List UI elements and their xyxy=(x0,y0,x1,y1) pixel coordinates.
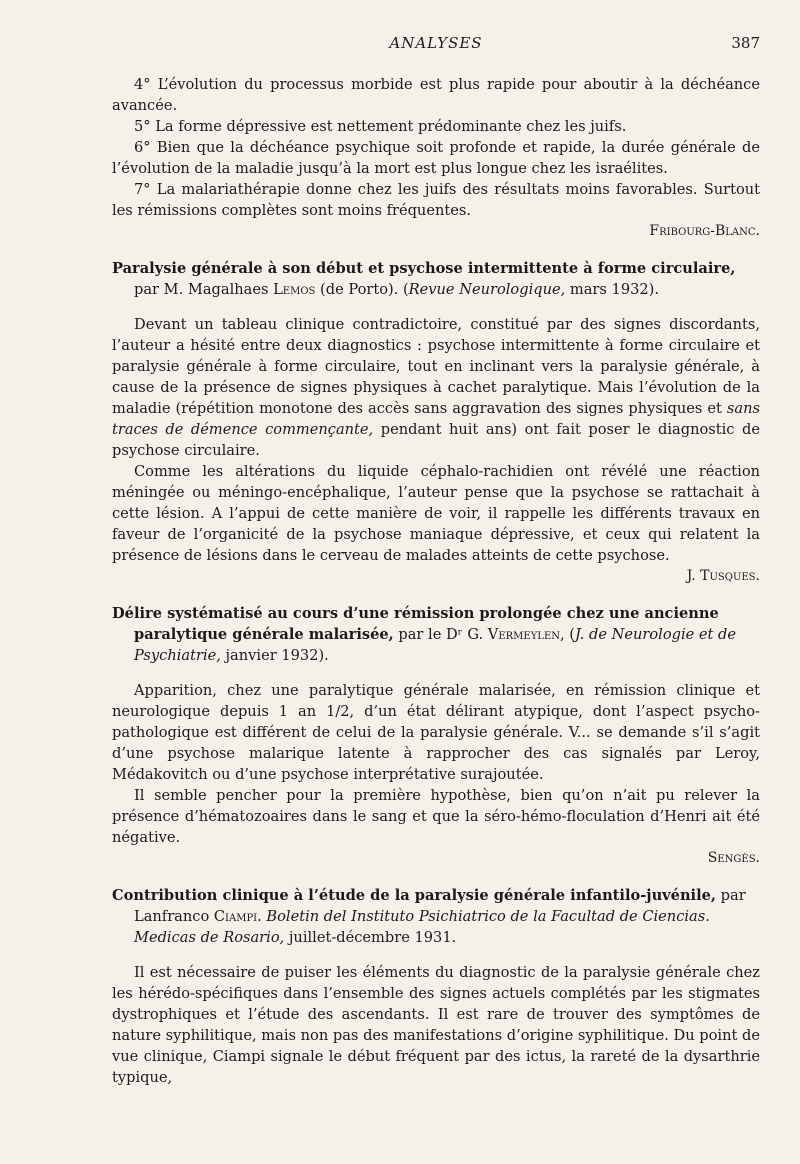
paragraph xyxy=(112,680,760,785)
review-title xyxy=(112,258,760,300)
review-journal: Boletin del Instituto Psichiatrico de la Facultad de Ciencias. Medicas de Rosario, xyxy=(134,908,710,946)
paragraph xyxy=(112,962,760,1088)
review-by: par Lanfranco xyxy=(134,887,746,925)
intro-list xyxy=(112,74,760,242)
review-title-text: Contribution clinique à l’étude de la paralysie générale infantilo-juvénile, xyxy=(112,887,717,904)
paragraph-text: Il est nécessaire de puiser les éléments du diagnostic de la paralysie générale chez les hérédo-spécifiques dans l’ensemble des signes actuels complétés par les stigmates dystrophiques et l’étude des ascendants. Il est rare de trouver des symptômes de nature syphilitique, mais non pas des manifestations d’origine syphilitique. Du point de vue clinique, Ciampi signale le début fréquent par des ictus, la rareté de la dysarthrie typique, xyxy=(112,964,760,1086)
page-number: 387 xyxy=(731,34,760,52)
review-journal: Revue Neurologique, xyxy=(408,281,566,298)
review-body xyxy=(112,680,760,869)
review-entry xyxy=(112,258,760,587)
paragraph-text: Apparition, chez une paralytique générale malarisée, en rémission clinique et neurologique depuis 1 an 1/2, d’un état délirant atypique, dont l’aspect psycho-pathologique est différent de celui de la paralysie générale. V... se demande s’il s’agit d’une psychose malarique latente à rapprocher des cas signalés par Leroy, Médakovitch ou d’une psychose interprétative surajoutée. xyxy=(112,682,760,783)
review-date: janvier 1932). xyxy=(220,647,329,664)
review-date: mars 1932). xyxy=(565,281,660,298)
paragraph-text: Comme les altérations du liquide céphalo-rachidien ont révélé une réaction méningée ou méningo-encéphalique, l’auteur pense que la psychose se rattachait à cette lésion. A l’appui de cette manière de voir, il rappelle les différents travaux en faveur de l’organicité de la psychose maniaque dépressive, et ceux qui relatent la présence de lésions dans le cerveau de malades atteints de cette psychose. xyxy=(112,463,760,564)
list-item: 4° L’évolution du processus morbide est plus rapide pour aboutir à la déchéance avancée. xyxy=(112,76,760,114)
page-content xyxy=(112,74,760,1088)
paragraph xyxy=(112,785,760,848)
review-place: (de Porto). ( xyxy=(315,281,409,298)
paragraph-text: Devant un tableau clinique contradictoire, constitué par des signes discordants, l’auteur a hésité entre deux diagnostics : psychose intermittente à forme circulaire et paralysie générale à forme circulaire, tout en inclinant vers la paralysie générale, à cause de la présence de signes physiques à cachet paralytique. Mais l’évolution de la maladie (répétition monotone des accès sans aggravation des signes physiques et xyxy=(112,316,760,417)
review-by: par M. Magalhaes xyxy=(134,281,274,298)
review-body xyxy=(112,314,760,587)
review-author: Vermeylen xyxy=(487,626,560,643)
review-place: . xyxy=(257,908,267,925)
list-item: 6° Bien que la déchéance psychique soit profonde et rapide, la durée générale de l’évolution de la maladie jusqu’à la mort est plus longue chez les israélites. xyxy=(112,139,760,177)
review-entry xyxy=(112,885,760,1088)
list-item: 5° La forme dépressive est nettement prédominante chez les juifs. xyxy=(134,118,627,135)
signature: Fribourg-Blanc. xyxy=(649,223,760,239)
paragraph xyxy=(112,461,760,566)
paragraph-text: Il semble pencher pour la première hypothèse, bien qu’on n’ait pu relever la présence d’hématozoaires dans le sang et que la séro-hémo-floculation d’Henri ait été négative. xyxy=(112,787,760,846)
review-title xyxy=(112,603,760,666)
review-date: juillet-décembre 1931. xyxy=(284,929,457,946)
signature: J. Tusques. xyxy=(686,568,760,584)
review-title xyxy=(112,885,760,948)
review-author: Ciampi xyxy=(213,908,258,925)
list-item: 7° La malariathérapie donne chez les juifs des résultats moins favorables. Surtout les rémissions complètes sont moins fréquentes. xyxy=(112,181,760,219)
review-title-text: Délire systématisé au cours d’une rémission prolongée chez une ancienne paralytique générale malarisée, xyxy=(112,605,719,643)
paragraph-text: pendant huit ans) ont fait poser le diagnostic de psychose circulaire. xyxy=(112,421,760,459)
review-entry xyxy=(112,603,760,869)
review-journal: J. de Neurologie et de Psychiatrie, xyxy=(134,626,737,664)
review-place: , ( xyxy=(560,626,575,643)
running-head xyxy=(112,34,760,56)
review-title-text: Paralysie générale à son début et psychose intermittente à forme circulaire, xyxy=(112,260,736,277)
signature: Sengès. xyxy=(707,850,760,866)
review-author: Lemos xyxy=(273,281,316,298)
paragraph-emphasis: sans traces de démence commençante, xyxy=(112,400,760,438)
review-by: par le Dʳ G. xyxy=(393,626,488,643)
section-title: ANALYSES xyxy=(389,34,483,52)
review-body xyxy=(112,962,760,1088)
paragraph xyxy=(112,314,760,461)
